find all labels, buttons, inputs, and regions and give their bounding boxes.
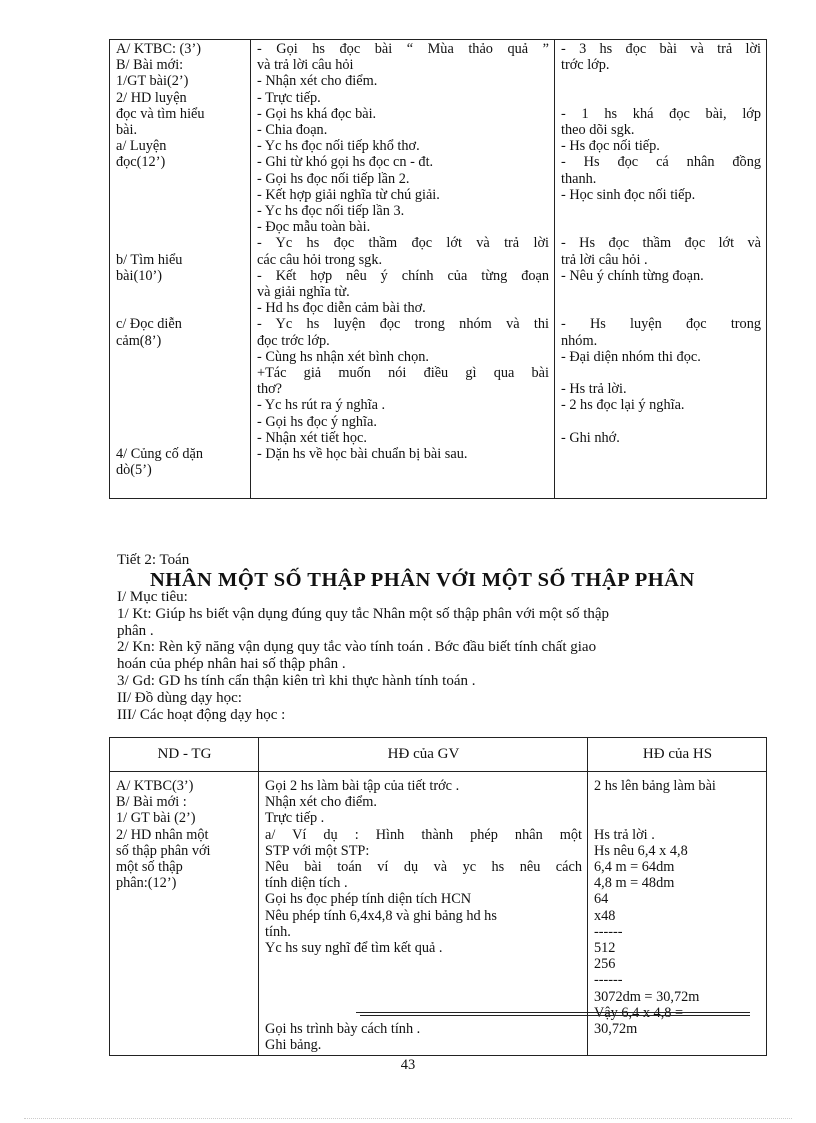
- cell-line: một số thập: [116, 859, 183, 876]
- calculation-rule-line-2: [360, 1015, 750, 1016]
- cell-line: - Hs trả lời.: [561, 381, 627, 398]
- cell-line: - Đại diện nhóm thi đọc.: [561, 348, 701, 365]
- cell-line: [561, 284, 761, 300]
- cell-line: [116, 397, 245, 413]
- cell-line: thơ?: [257, 381, 283, 398]
- page-bottom-divider: [24, 1118, 792, 1119]
- cell-line: - Gọi hs đọc bài “ Mùa thảo quả ”: [257, 41, 549, 57]
- cell-line: [265, 956, 582, 972]
- objectives-section: [117, 589, 757, 723]
- cell-line: 2/ HD nhân một: [116, 826, 209, 843]
- cell-line: [561, 365, 761, 381]
- objective-line: II/ Đồ dùng dạy học:: [117, 689, 242, 706]
- objective-line: 1/ Kt: Giúp hs biết vận dụng đúng quy tắc Nhân một số thập phân với một số thập: [117, 605, 610, 622]
- teacher-activity-column: [259, 772, 588, 1056]
- cell-line: Gọi hs trình bày cách tính .: [265, 1021, 421, 1038]
- cell-line: [265, 989, 582, 1005]
- cell-line: - Hs đọc cá nhân đồng: [561, 154, 761, 171]
- cell-line: - Yc hs đọc nối tiếp lần 3.: [257, 203, 405, 220]
- cell-line: - Yc hs đọc thầm đọc lớt và trả lời: [257, 235, 549, 252]
- objective-line: III/ Các hoạt động dạy học :: [117, 706, 286, 723]
- cell-line: thanh.: [561, 170, 597, 187]
- cell-line: - Yc hs luyện đọc trong nhóm và thi: [257, 316, 549, 333]
- cell-line: 3072dm = 30,72m: [594, 988, 700, 1005]
- header-hd-gv: HĐ của GV: [259, 738, 588, 772]
- cell-line: - Yc hs rút ra ý nghĩa .: [257, 397, 386, 414]
- cell-line: [561, 73, 761, 89]
- cell-line: Yc hs suy nghĩ để tìm kết quả .: [265, 940, 443, 957]
- page-number: 43: [400, 1057, 416, 1073]
- cell-line: [265, 972, 582, 988]
- cell-line: - Nêu ý chính từng đoạn.: [561, 267, 704, 284]
- cell-line: bài.: [116, 122, 138, 139]
- cell-line: [116, 300, 245, 316]
- cell-line: ------: [594, 923, 623, 940]
- cell-line: +Tác giả muốn nói điều gì qua bài: [257, 365, 549, 382]
- objective-line: 3/ Gd: GD hs tính cẩn thận kiên trì khi thực hành tính toán .: [117, 672, 476, 689]
- cell-line: phân:(12’): [116, 875, 177, 892]
- cell-line: Nhận xét cho điểm.: [265, 794, 377, 811]
- cell-line: STP với một STP:: [265, 842, 370, 859]
- cell-line: [561, 90, 761, 106]
- cell-line: 64: [594, 891, 609, 908]
- cell-line: - Trực tiếp.: [257, 89, 321, 106]
- cell-line: đọc trớc lớp.: [257, 332, 330, 349]
- content-time-column: [110, 772, 259, 1056]
- cell-line: 30,72m: [594, 1021, 638, 1038]
- cell-line: - Yc hs đọc nối tiếp khổ thơ.: [257, 138, 420, 155]
- cell-line: [116, 284, 245, 300]
- cell-line: - Gọi hs khá đọc bài.: [257, 105, 377, 122]
- cell-line: và trả lời câu hỏi: [257, 57, 354, 74]
- cell-line: trả lời câu hỏi .: [561, 251, 648, 268]
- objective-line: I/ Mục tiêu:: [117, 589, 188, 605]
- cell-line: Gọi hs đọc phép tính diện tích HCN: [265, 891, 472, 908]
- lesson-table-1: [109, 39, 767, 499]
- cell-line: [594, 794, 761, 810]
- cell-line: a/ Luyện: [116, 138, 167, 155]
- cell-line: theo dõi sgk.: [561, 122, 635, 139]
- cell-line: nhóm.: [561, 332, 598, 349]
- cell-line: Hs nêu 6,4 x 4,8: [594, 842, 688, 859]
- cell-line: - Hd hs đọc diễn cảm bài thơ.: [257, 300, 426, 317]
- cell-line: [116, 349, 245, 365]
- cell-line: bài(10’): [116, 267, 163, 284]
- calculation-rule-line: [356, 1012, 750, 1013]
- cell-line: [116, 187, 245, 203]
- cell-line: 1/GT bài(2’): [116, 73, 189, 90]
- objective-line: hoán của phép nhân hai số thập phân .: [117, 656, 346, 673]
- objective-line: 2/ Kn: Rèn kỹ năng vận dụng quy tắc vào tính toán . Bớc đầu biết tính chất giao: [117, 639, 597, 656]
- cell-line: - Nhận xét tiết học.: [257, 429, 367, 446]
- cell-line: [116, 219, 245, 235]
- cell-line: Vậy 6,4 x 4,8 =: [594, 1004, 684, 1021]
- cell-line: - Dặn hs về học bài chuẩn bị bài sau.: [257, 446, 468, 463]
- cell-line: [594, 810, 761, 826]
- cell-line: [561, 203, 761, 219]
- cell-line: 2 hs lên bảng làm bài: [594, 778, 716, 794]
- cell-line: 4/ Củng cố dặn: [116, 446, 203, 463]
- cell-line: A/ KTBC(3’): [116, 778, 194, 794]
- cell-line: [116, 203, 245, 219]
- cell-line: - 3 hs đọc bài và trả lời: [561, 41, 761, 57]
- cell-line: đọc(12’): [116, 154, 166, 171]
- cell-line: Gọi 2 hs làm bài tập của tiết trớc .: [265, 778, 460, 794]
- cell-line: - Cùng hs nhận xét bình chọn.: [257, 348, 429, 365]
- cell-line: 6,4 m = 64dm: [594, 859, 675, 876]
- cell-line: Nêu bài toán ví dụ và yc hs nêu cách: [265, 859, 582, 876]
- cell-line: [116, 235, 245, 251]
- cell-line: - Kết hợp nêu ý chính của từng đoạn: [257, 267, 549, 284]
- cell-line: - Hs luyện đọc trong: [561, 316, 761, 333]
- cell-line: [561, 219, 761, 235]
- cell-line: Hs trả lời .: [594, 826, 655, 843]
- cell-line: ------: [594, 972, 623, 989]
- cell-line: đọc và tìm hiểu: [116, 105, 205, 122]
- cell-line: - Hs đọc nối tiếp.: [561, 138, 660, 155]
- lesson-label: Tiết 2: Toán: [117, 552, 190, 568]
- cell-line: 512: [594, 940, 616, 957]
- cell-line: và giải nghĩa từ.: [257, 284, 350, 301]
- cell-line: A/ KTBC: (3’): [116, 41, 201, 57]
- cell-line: B/ Bài mới:: [116, 57, 184, 74]
- cell-line: x48: [594, 907, 616, 924]
- cell-line: a/ Ví dụ : Hình thành phép nhân một: [265, 826, 582, 843]
- cell-line: - Gọi hs đọc nối tiếp lần 2.: [257, 170, 410, 187]
- cell-line: [561, 300, 761, 316]
- cell-line: - Ghi nhớ.: [561, 429, 620, 446]
- lesson-table-2: [109, 737, 767, 1056]
- cell-line: tính.: [265, 923, 291, 940]
- teacher-activity-column: [251, 40, 555, 499]
- cell-line: [116, 381, 245, 397]
- cell-line: 1/ GT bài (2’): [116, 810, 196, 827]
- cell-line: [116, 430, 245, 446]
- cell-line: Nêu phép tính 6,4x4,8 và ghi bảng hd hs: [265, 907, 497, 924]
- cell-line: - Nhận xét cho điểm.: [257, 73, 378, 90]
- cell-line: c/ Đọc diễn: [116, 316, 182, 333]
- cell-line: - Ghi từ khó gọi hs đọc cn - đt.: [257, 154, 434, 171]
- cell-line: 256: [594, 956, 616, 973]
- cell-line: - Học sinh đọc nối tiếp.: [561, 186, 696, 203]
- content-time-column: [110, 40, 251, 499]
- cell-line: - 1 hs khá đọc bài, lớp: [561, 105, 761, 122]
- cell-line: 2/ HD luyện: [116, 89, 187, 106]
- cell-line: [116, 414, 245, 430]
- cell-line: 4,8 m = 48dm: [594, 875, 675, 892]
- header-nd-tg: ND - TG: [110, 738, 259, 772]
- header-hd-hs: HĐ của HS: [588, 738, 767, 772]
- cell-line: trớc lớp.: [561, 57, 610, 74]
- cell-line: tính diện tích .: [265, 875, 348, 892]
- cell-line: - Chia đoạn.: [257, 122, 328, 139]
- cell-line: - 2 hs đọc lại ý nghĩa.: [561, 397, 685, 414]
- student-activity-column: [555, 40, 767, 499]
- cell-line: cảm(8’): [116, 332, 162, 349]
- cell-line: các câu hỏi trong sgk.: [257, 251, 383, 268]
- cell-line: [116, 365, 245, 381]
- cell-line: Trực tiếp .: [265, 810, 325, 827]
- cell-line: b/ Tìm hiểu: [116, 251, 183, 268]
- cell-line: - Gọi hs đọc ý nghĩa.: [257, 413, 377, 430]
- cell-line: - Hs đọc thầm đọc lớt và: [561, 235, 761, 252]
- cell-line: [116, 171, 245, 187]
- lesson-title: NHÂN MỘT SỐ THẬP PHÂN VỚI MỘT SỐ THẬP PHÂN: [150, 569, 695, 591]
- cell-line: B/ Bài mới :: [116, 794, 187, 811]
- student-activity-column: [588, 772, 767, 1056]
- objective-line: phân .: [117, 622, 154, 639]
- cell-line: [561, 414, 761, 430]
- cell-line: Ghi bảng.: [265, 1037, 322, 1054]
- cell-line: - Đọc mẫu toàn bài.: [257, 219, 371, 236]
- cell-line: số thập phân với: [116, 842, 211, 859]
- cell-line: dò(5’): [116, 462, 152, 479]
- cell-line: - Kết hợp giải nghĩa từ chú giải.: [257, 186, 440, 203]
